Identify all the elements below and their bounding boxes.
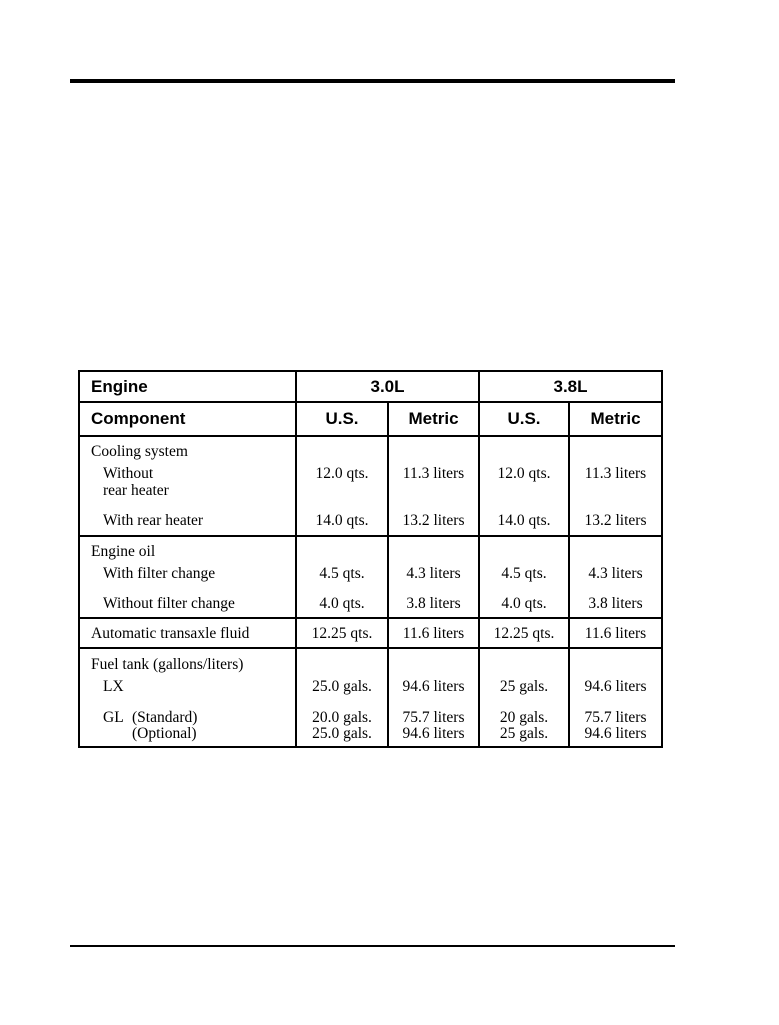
cell-value: 25.0 gals. <box>312 725 372 742</box>
cell-value: 4.0 qts. <box>319 595 365 612</box>
row-divider <box>80 617 661 619</box>
cell-value: 13.2 liters <box>584 512 647 529</box>
cell-value: 4.5 qts. <box>319 565 365 582</box>
cell-value: 20 gals. <box>499 709 549 726</box>
cooling-without-label: Without <box>103 465 154 482</box>
cell-value: 11.6 liters <box>584 625 647 642</box>
cooling-without-label-2: rear heater <box>103 482 169 499</box>
metric-38-heading: Metric <box>590 409 641 428</box>
cell-value: 94.6 liters <box>402 725 465 742</box>
cell-value: 25 gals. <box>499 678 549 695</box>
us-38-heading: U.S. <box>507 409 541 428</box>
cell-value: 94.6 liters <box>584 725 647 742</box>
fuel-title: Fuel tank (gallons/liters) <box>91 656 244 673</box>
top-rule <box>70 79 675 83</box>
oil-without-label: Without filter change <box>103 595 235 612</box>
cooling-title: Cooling system <box>91 443 188 460</box>
cell-value: 3.8 liters <box>406 595 461 612</box>
cell-value: 94.6 liters <box>584 678 647 695</box>
component-label: Component <box>91 409 186 428</box>
row-divider <box>80 435 661 437</box>
cell-value: 25 gals. <box>499 725 549 742</box>
trans-label: Automatic transaxle fluid <box>91 625 250 642</box>
cell-value: 12.25 qts. <box>311 625 373 642</box>
row-divider <box>80 401 661 403</box>
engine-30-heading: 3.0L <box>370 377 405 396</box>
engine-38-heading: 3.8L <box>553 377 588 396</box>
cell-value: 12.0 qts. <box>315 465 369 482</box>
cell-value: 25.0 gals. <box>312 678 372 695</box>
metric-30-heading: Metric <box>408 409 459 428</box>
bottom-rule <box>70 945 675 947</box>
cell-value: 13.2 liters <box>402 512 465 529</box>
fuel-gl-optional: (Optional) <box>132 725 197 742</box>
row-divider <box>80 647 661 649</box>
cell-value: 3.8 liters <box>588 595 643 612</box>
oil-title: Engine oil <box>91 543 156 560</box>
cell-value: 4.5 qts. <box>501 565 547 582</box>
cell-value: 14.0 qts. <box>315 512 369 529</box>
oil-with-label: With filter change <box>103 565 216 582</box>
capacities-table <box>78 370 663 748</box>
fuel-lx-label: LX <box>103 678 124 695</box>
cell-value: 94.6 liters <box>402 678 465 695</box>
us-30-heading: U.S. <box>325 409 359 428</box>
cell-value: 20.0 gals. <box>312 709 372 726</box>
cell-value: 75.7 liters <box>402 709 465 726</box>
cell-value: 4.3 liters <box>588 565 643 582</box>
cell-value: 12.0 qts. <box>497 465 551 482</box>
fuel-gl-label: GL <box>103 709 124 726</box>
cell-value: 4.3 liters <box>406 565 461 582</box>
cell-value: 75.7 liters <box>584 709 647 726</box>
engine-label: Engine <box>91 377 148 396</box>
row-divider <box>80 535 661 537</box>
cell-value: 11.3 liters <box>584 465 647 482</box>
cell-value: 14.0 qts. <box>497 512 551 529</box>
fuel-gl-standard: (Standard) <box>132 709 198 726</box>
cooling-with-label: With rear heater <box>103 512 204 529</box>
cell-value: 11.3 liters <box>402 465 465 482</box>
cell-value: 11.6 liters <box>402 625 465 642</box>
cell-value: 4.0 qts. <box>501 595 547 612</box>
cell-value: 12.25 qts. <box>493 625 555 642</box>
